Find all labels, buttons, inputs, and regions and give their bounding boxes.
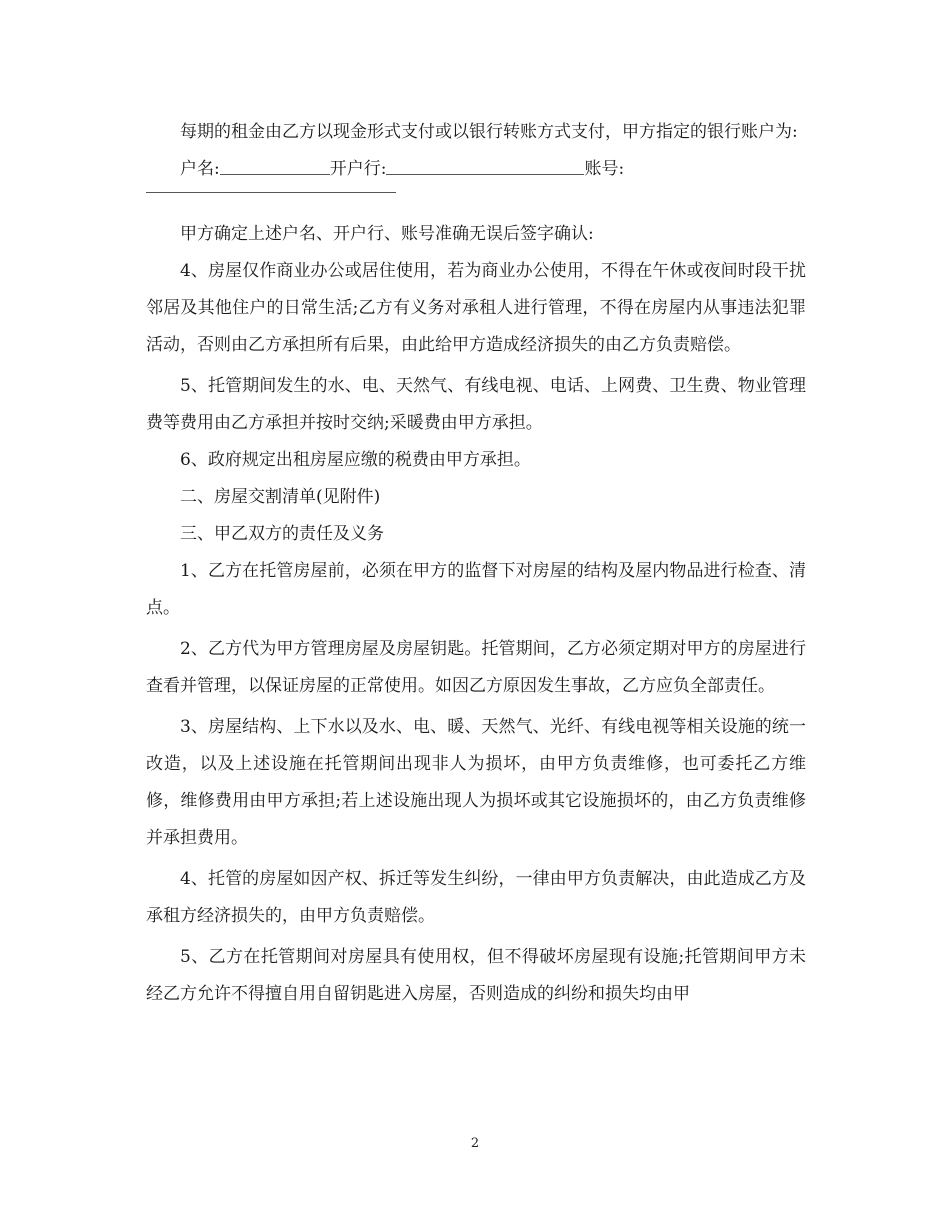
confirm-paragraph: 甲方确定上述户名、开户行、账号准确无误后签字确认: [180, 224, 594, 244]
bank-label: 开户行: [329, 159, 387, 179]
section-heading: 二、房屋交割清单(见附件) [180, 487, 381, 507]
account-number-blank [146, 192, 396, 193]
clause-paragraph: 3、房屋结构、上下水以及水、电、暖、天然气、光纤、有线电视等相关设施的统一改造，以及上述设施在托管期间出现非人为损坏，由甲方负责维修，也可委托乙方维修，维修费用由甲方承担;若上述设施出现人为损坏或其它设施损坏的，由乙方负责维修并承担费用。 [146, 717, 806, 848]
bank-blank [386, 160, 584, 175]
clause-paragraph: 5、乙方在托管期间对房屋具有使用权，但不得破坏房屋现有设施;托管期间甲方未经乙方允许不得擅自用自留钥匙进入房屋，否则造成的纠纷和损失均由甲 [146, 947, 806, 1004]
clause-paragraph: 4、房屋仅作商业办公或居住使用，若为商业办公使用，不得在午休或夜间时段干扰邻居及其他住户的日常生活;乙方有义务对承租人进行管理，不得在房屋内从事违法犯罪活动，否则由乙方承担所有后果，由此给甲方造成经济损失的由乙方负责赔偿。 [146, 261, 806, 355]
account-number-label: 账号: [584, 159, 625, 179]
account-name-label: 户名: [180, 159, 220, 179]
payment-intro-paragraph: 每期的租金由乙方以现金形式支付或以银行转账方式支付，甲方指定的银行账户为: [180, 122, 798, 142]
clause-paragraph: 5、托管期间发生的水、电、天然气、有线电视、电话、上网费、卫生费、物业管理费等费用由乙方承担并按时交纳;采暖费由甲方承担。 [146, 376, 806, 433]
document-body [146, 114, 806, 1013]
clause-paragraph: 4、托管的房屋如因产权、拆迁等发生纠纷，一律由甲方负责解决，由此造成乙方及承租方经济损失的，由甲方负责赔偿。 [146, 869, 806, 926]
clause-paragraph: 2、乙方代为甲方管理房屋及房屋钥匙。托管期间，乙方必须定期对甲方的房屋进行查看并管理，以保证房屋的正常使用。如因乙方原因发生事故，乙方应负全部责任。 [146, 639, 806, 696]
clause-paragraph: 6、政府规定出租房屋应缴的税费由甲方承担。 [180, 450, 531, 470]
account-name-blank [220, 160, 330, 175]
section-heading: 三、甲乙双方的责任及义务 [180, 524, 384, 544]
page-number: 2 [470, 1136, 480, 1151]
account-number-blank-row [146, 188, 806, 216]
bank-info-row [146, 151, 806, 188]
clause-paragraph: 1、乙方在托管房屋前，必须在甲方的监督下对房屋的结构及屋内物品进行检查、清点。 [146, 561, 806, 618]
